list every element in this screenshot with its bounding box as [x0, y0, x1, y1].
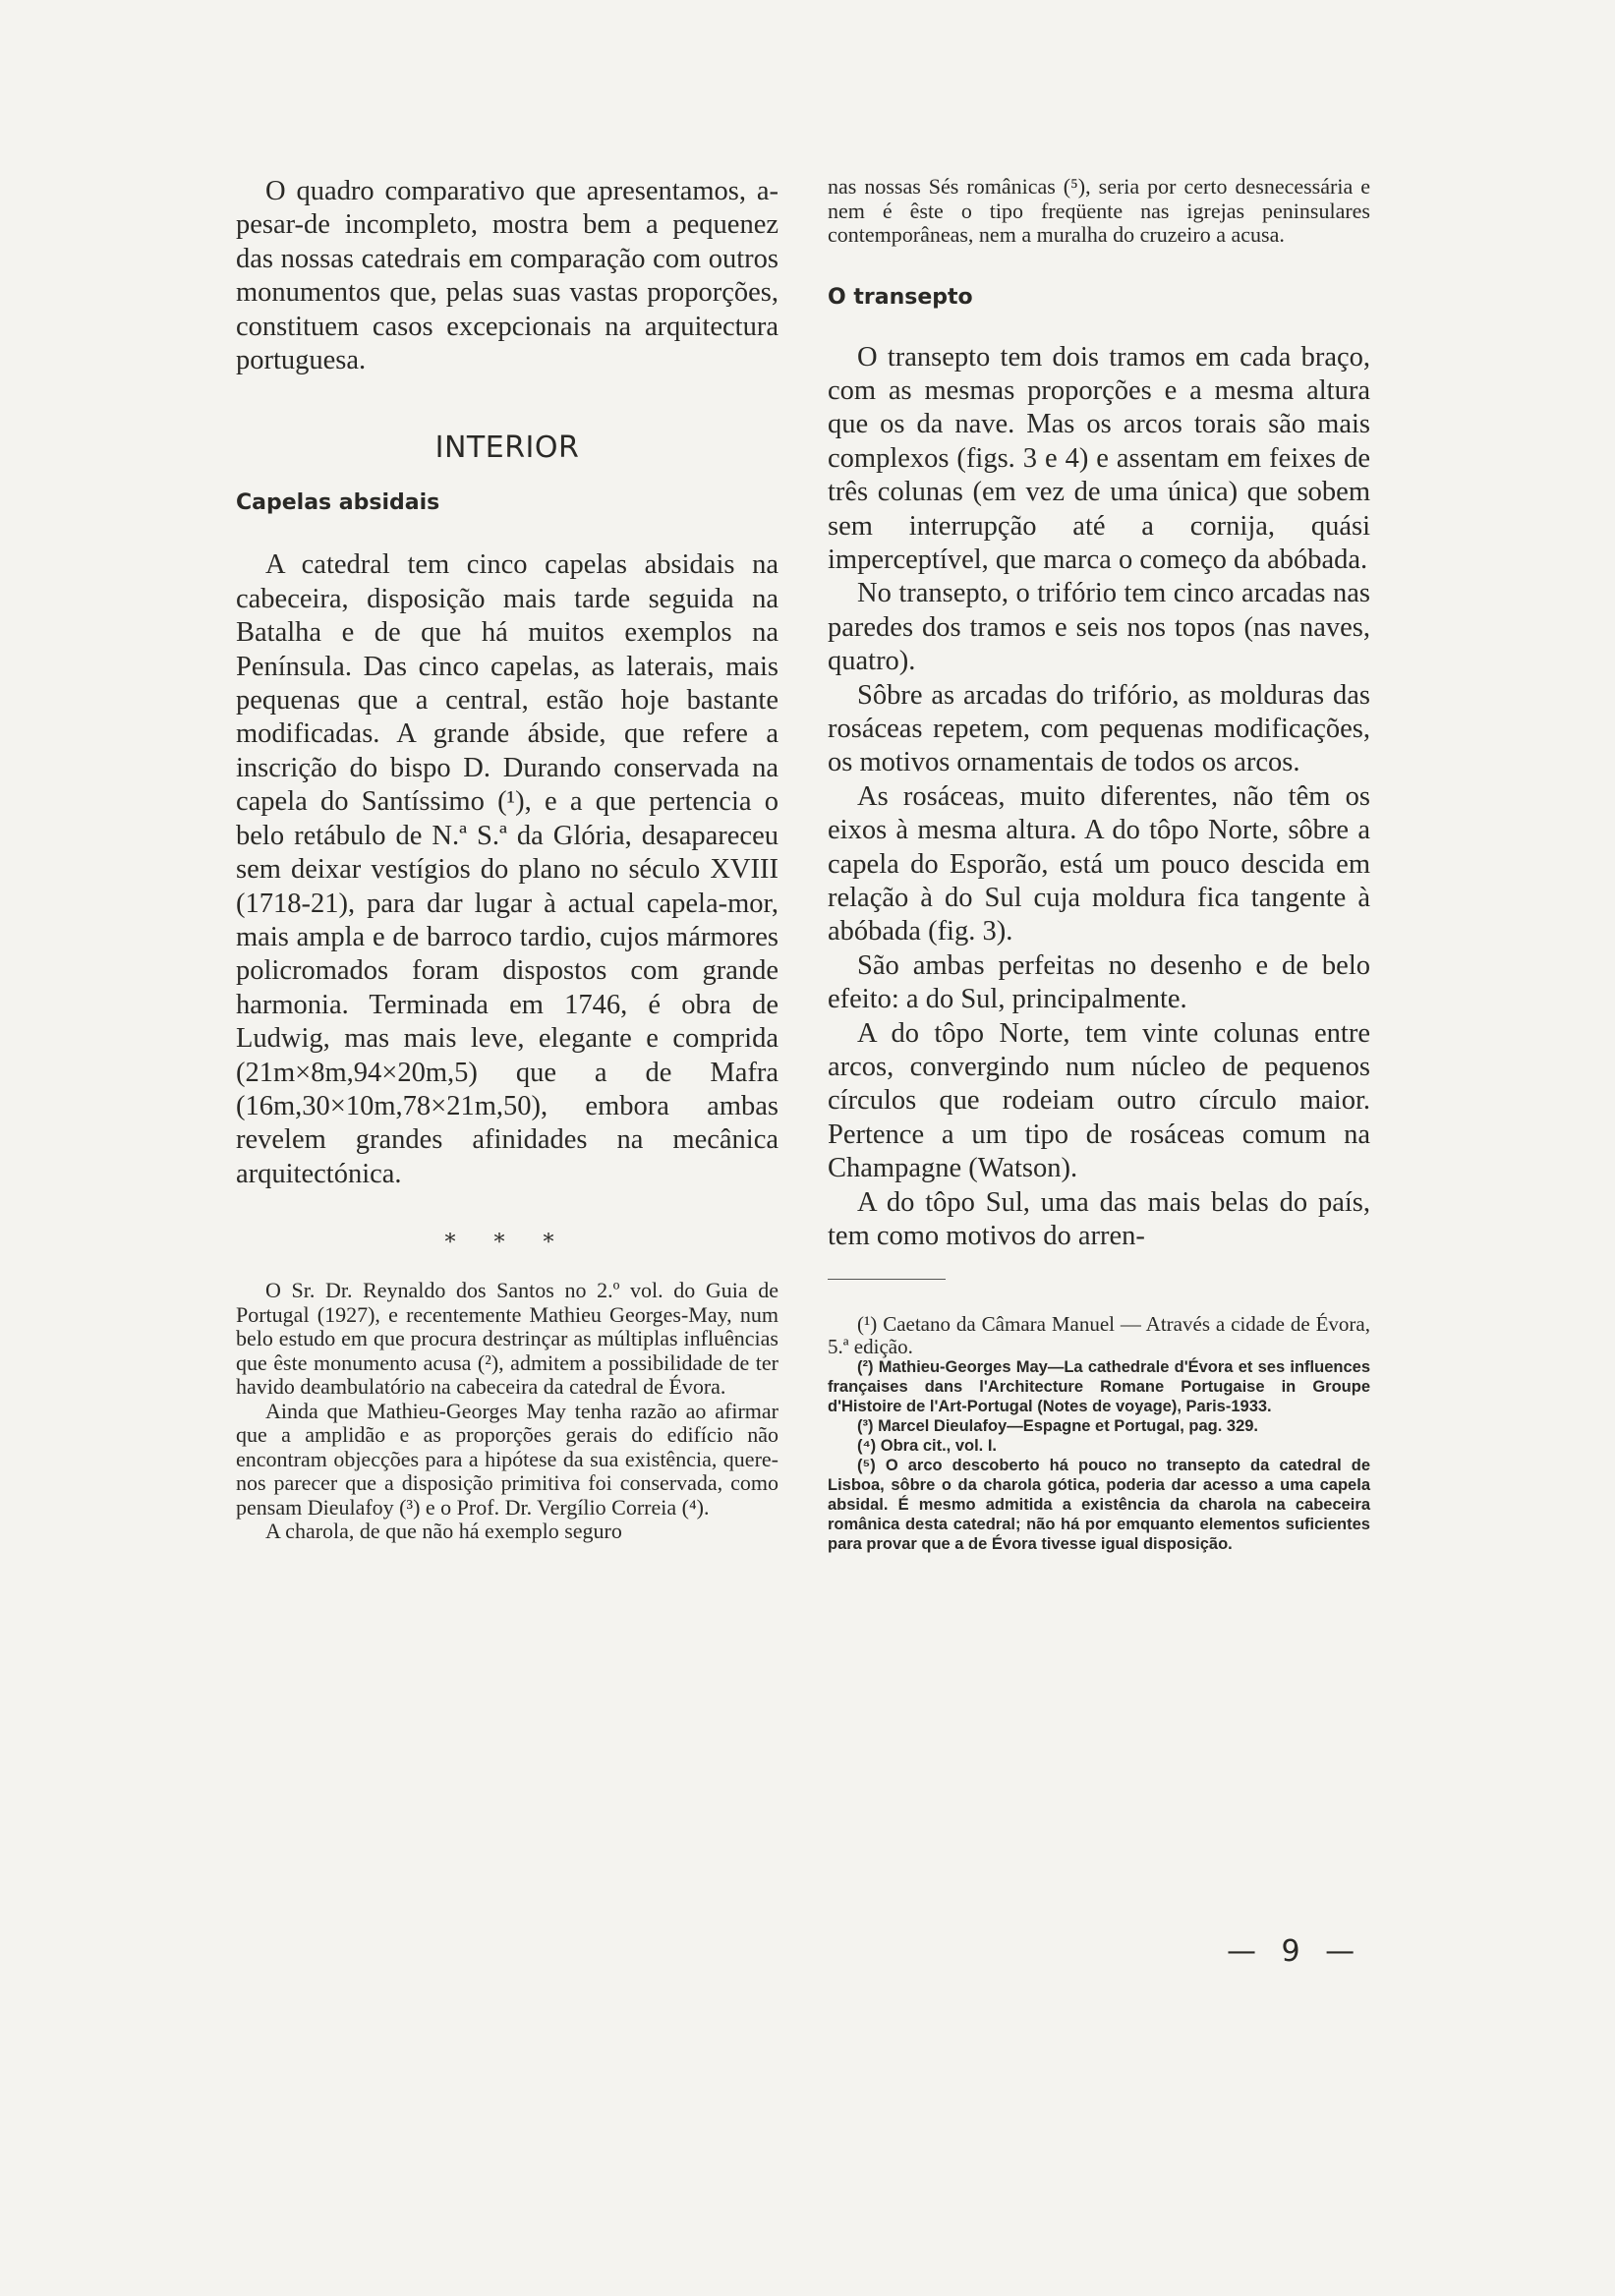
subsection-title-capelas: Capelas absidais	[236, 490, 440, 516]
section-title: INTERIOR	[434, 430, 580, 466]
transepto-paragraph-1: O transepto tem dois tramos em cada braço, com as mesmas proporções e a mesma altura que os da nave. Mas os arcos torais são mais complexos (figs. 3 e 4) e assentam em feixes de três colunas (em vez de uma única) que sobem sem interrupção até a cornija, quási imperceptível, que marca o começo da abóbada.	[828, 341, 1370, 575]
note-paragraph-2: Ainda que Mathieu-Georges May tenha razão ao afirmar que a amplidão e as proporções gerais do edifício não encontram objecções para a hipótese da sua existência, quere-nos parecer que a disposição primitiva foi conservada, como pensam Dieulafoy (³) e o Prof. Dr. Vergílio Correia (⁴).	[236, 1398, 779, 1520]
footnote-4: (⁴) Obra cit., vol. I.	[857, 1437, 998, 1456]
transepto-paragraph-3: Sôbre as arcadas do trifório, as molduras das rosáceas repetem, com pequenas modificações, os motivos ornamentais de todos os arcos.	[828, 679, 1370, 778]
footnote-3: (³) Marcel Dieulafoy—Espagne et Portugal, pag. 329.	[857, 1417, 1259, 1436]
right-column	[828, 175, 1370, 1554]
transepto-paragraph-4: As rosáceas, muito diferentes, não têm os eixos à mesma altura. A do tôpo Norte, sôbre a capela do Esporão, está um pouco descida em relação à do Sul cuja moldura fica tangente à abóbada (fig. 3).	[828, 780, 1370, 947]
note-paragraph-continued: nas nossas Sés românicas (⁵), seria por certo desnecessária e nem é êste o tipo freqüente nas igrejas peninsulares contemporâneas, nem a muralha do cruzeiro a acusa.	[828, 174, 1370, 247]
note-paragraph-1: O Sr. Dr. Reynaldo dos Santos no 2.º vol. do Guia de Portugal (1927), e recentemente Mathieu Georges-May, num belo estudo em que procura destrinçar as múltiplas influências que êste monumento acusa (²), admitem a possibilidade de ter havido deambulatório na cabeceira da catedral de Évora.	[236, 1278, 779, 1400]
transepto-paragraph-7: A do tôpo Sul, uma das mais belas do país, tem como motivos do arren-	[828, 1186, 1370, 1252]
capelas-paragraph: A catedral tem cinco capelas absidais na cabeceira, disposição mais tarde seguida na Batalha e de que há muitos exemplos na Península. Das cinco capelas, as laterais, mais pequenas que a central, estão hoje bastante modificadas. A grande ábside, que refere a inscrição do bispo D. Durando conservada na capela do Santíssimo (¹), e a que pertencia o belo retábulo de N.ª S.ª da Glória, desapareceu sem deixar vestígios do plano no século XVIII (1718-21), para dar lugar à actual capela-mor, mais ampla e de barroco tardio, cujos mármores policromados foram dispostos com grande harmonia. Terminada em 1746, é obra de Ludwig, mas mais leve, elegante e comprida (21m×8m,94×20m,5) que a de Mafra (16m,30×10m,78×21m,50), embora ambas revelem grandes afinidades na mecânica arquitectónica.	[236, 549, 779, 1189]
transepto-paragraph-6: A do tôpo Norte, tem vinte colunas entre arcos, convergindo num núcleo de pequenos círculos que rodeiam outro círculo maior. Pertence a um tipo de rosáceas comum na Champagne (Watson).	[828, 1017, 1370, 1184]
transepto-paragraph-5: São ambas perfeitas no desenho e de belo efeito: a do Sul, principalmente.	[828, 949, 1370, 1015]
subsection-title-transepto: O transepto	[828, 284, 973, 310]
footnote-1: (¹) Caetano da Câmara Manuel — Através a cidade de Évora, 5.ª edição.	[828, 1312, 1370, 1358]
left-column	[236, 175, 779, 1544]
note-paragraph-3: A charola, de que não há exemplo seguro	[265, 1519, 622, 1544]
page-number: — 9 —	[1227, 1934, 1363, 1969]
footnote-5: (⁵) O arco descoberto há pouco no transepto da catedral de Lisboa, sôbre o da charola gótica, poderia dar acesso a uma capela absidal. É mesmo admitida a existência da charola na cabeceira românica desta catedral; não há por emquanto elementos suficientes para provar que a de Évora tivesse igual disposição.	[828, 1457, 1370, 1554]
section-separator: * * *	[444, 1231, 570, 1256]
footnote-rule	[828, 1279, 946, 1280]
footnote-2: (²) Mathieu-Georges May—La cathedrale d'Évora et ses influences françaises dans l'Architecture Romane Portugaise in Groupe d'Histoire de l'Art-Portugal (Notes de voyage), Paris-1933.	[828, 1358, 1370, 1416]
intro-paragraph: O quadro comparativo que apresentamos, a-pesar-de incompleto, mostra bem a pequenez das nossas catedrais em comparação com outros monumentos que, pelas suas vastas proporções, constituem casos excepcionais na arquitectura portuguesa.	[236, 176, 779, 376]
transepto-paragraph-2: No transepto, o trifório tem cinco arcadas nas paredes dos tramos e seis nos topos (nas naves, quatro).	[828, 578, 1370, 677]
footnotes	[828, 1313, 1370, 1554]
